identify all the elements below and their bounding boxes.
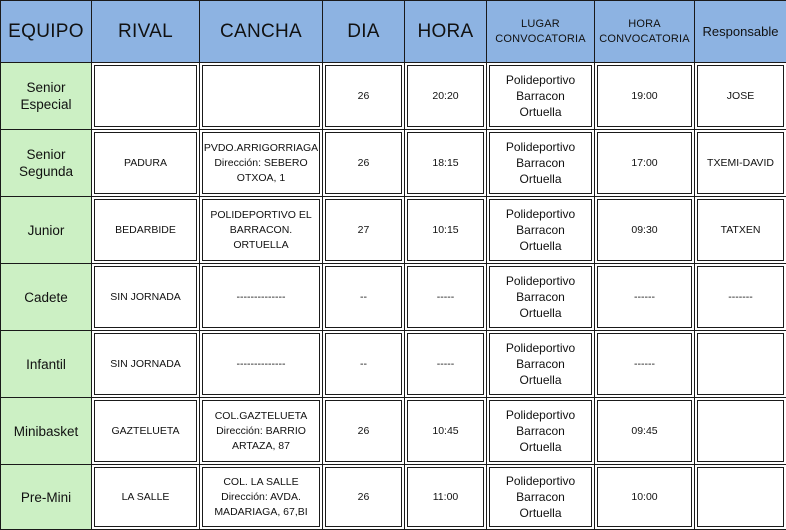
hora-value: -----	[407, 266, 484, 328]
hora-convocatoria-cell[interactable]	[595, 130, 695, 197]
hora-cell[interactable]	[405, 197, 487, 264]
lugar-cell[interactable]	[487, 63, 595, 130]
rival-value: GAZTELUETA	[94, 400, 197, 462]
dia-value: --	[325, 266, 402, 328]
cancha-cell[interactable]	[200, 465, 323, 530]
responsable-cell[interactable]	[695, 264, 786, 331]
team-cell[interactable]: Senior Segunda	[1, 130, 92, 197]
cancha-value	[202, 65, 320, 127]
lugar-value: Polideportivo Barracon Ortuella	[489, 65, 592, 127]
rival-cell[interactable]	[92, 63, 200, 130]
header-hora[interactable]: HORA	[405, 1, 487, 63]
table-row	[1, 197, 786, 264]
lugar-cell[interactable]	[487, 130, 595, 197]
team-cell[interactable]: Pre-Mini	[1, 465, 92, 530]
responsable-value	[697, 467, 784, 527]
hora-value: -----	[407, 333, 484, 395]
team-cell[interactable]: Cadete	[1, 264, 92, 331]
dia-cell[interactable]	[323, 331, 405, 398]
cancha-value: POLIDEPORTIVO EL BARRACON. ORTUELLA	[202, 199, 320, 261]
rival-value: LA SALLE	[94, 467, 197, 527]
lugar-cell[interactable]	[487, 197, 595, 264]
header-dia[interactable]: DIA	[323, 1, 405, 63]
responsable-value	[697, 400, 784, 462]
responsable-cell[interactable]	[695, 398, 786, 465]
header-lugar-convocatoria[interactable]: LUGAR CONVOCATORIA	[487, 1, 595, 63]
header-hora-convocatoria[interactable]: HORA CONVOCATORIA	[595, 1, 695, 63]
dia-value: --	[325, 333, 402, 395]
hora-convocatoria-cell[interactable]	[595, 398, 695, 465]
rival-cell[interactable]	[92, 398, 200, 465]
dia-cell[interactable]	[323, 130, 405, 197]
hora-value: 10:15	[407, 199, 484, 261]
responsable-cell[interactable]	[695, 63, 786, 130]
team-cell[interactable]: Senior Especial	[1, 63, 92, 130]
hora-convocatoria-cell[interactable]	[595, 264, 695, 331]
hora-cell[interactable]	[405, 130, 487, 197]
responsable-value: TXEMI-DAVID	[697, 132, 784, 194]
team-cell[interactable]: Minibasket	[1, 398, 92, 465]
lugar-value: Polideportivo Barracon Ortuella	[489, 132, 592, 194]
cancha-cell[interactable]	[200, 331, 323, 398]
dia-cell[interactable]	[323, 197, 405, 264]
responsable-value: JOSE	[697, 65, 784, 127]
rival-cell[interactable]	[92, 465, 200, 530]
rival-cell[interactable]	[92, 331, 200, 398]
table-row	[1, 331, 786, 398]
lugar-value: Polideportivo Barracon Ortuella	[489, 199, 592, 261]
cancha-value: PVDO.ARRIGORRIAGA Dirección: SEBERO OTXOA, 1	[202, 132, 320, 194]
cancha-cell[interactable]	[200, 264, 323, 331]
responsable-value	[697, 333, 784, 395]
header-responsable[interactable]: Responsable	[695, 1, 786, 63]
lugar-value: Polideportivo Barracon Ortuella	[489, 400, 592, 462]
rival-value	[94, 65, 197, 127]
cancha-value: COL.GAZTELUETA Dirección: BARRIO ARTAZA, 87	[202, 400, 320, 462]
lugar-cell[interactable]	[487, 331, 595, 398]
team-cell[interactable]: Junior	[1, 197, 92, 264]
hora-cell[interactable]	[405, 63, 487, 130]
hora-convocatoria-value: ------	[597, 333, 692, 395]
hora-convocatoria-value: 17:00	[597, 132, 692, 194]
rival-cell[interactable]	[92, 130, 200, 197]
hora-value: 20:20	[407, 65, 484, 127]
dia-cell[interactable]	[323, 465, 405, 530]
responsable-cell[interactable]	[695, 130, 786, 197]
hora-cell[interactable]	[405, 398, 487, 465]
header-rival[interactable]: RIVAL	[92, 1, 200, 63]
lugar-value: Polideportivo Barracon Ortuella	[489, 467, 592, 527]
rival-value: BEDARBIDE	[94, 199, 197, 261]
responsable-cell[interactable]	[695, 197, 786, 264]
cancha-cell[interactable]	[200, 197, 323, 264]
rival-cell[interactable]	[92, 264, 200, 331]
hora-convocatoria-cell[interactable]	[595, 331, 695, 398]
responsable-cell[interactable]	[695, 465, 786, 530]
header-equipo[interactable]: EQUIPO	[1, 1, 92, 63]
lugar-cell[interactable]	[487, 465, 595, 530]
hora-cell[interactable]	[405, 264, 487, 331]
dia-value: 26	[325, 65, 402, 127]
cancha-value: --------------	[202, 333, 320, 395]
hora-convocatoria-cell[interactable]	[595, 197, 695, 264]
table-row	[1, 130, 786, 197]
dia-value: 26	[325, 400, 402, 462]
hora-cell[interactable]	[405, 331, 487, 398]
hora-value: 18:15	[407, 132, 484, 194]
hora-convocatoria-cell[interactable]	[595, 465, 695, 530]
dia-value: 26	[325, 132, 402, 194]
lugar-value: Polideportivo Barracon Ortuella	[489, 333, 592, 395]
dia-value: 27	[325, 199, 402, 261]
cancha-cell[interactable]	[200, 130, 323, 197]
hora-cell[interactable]	[405, 465, 487, 530]
header-row	[1, 1, 786, 63]
hora-convocatoria-value: ------	[597, 266, 692, 328]
cancha-cell[interactable]	[200, 398, 323, 465]
dia-cell[interactable]	[323, 398, 405, 465]
rival-value: SIN JORNADA	[94, 266, 197, 328]
dia-cell[interactable]	[323, 264, 405, 331]
hora-convocatoria-value: 19:00	[597, 65, 692, 127]
team-cell[interactable]: Infantil	[1, 331, 92, 398]
responsable-value: TATXEN	[697, 199, 784, 261]
hora-convocatoria-value: 09:30	[597, 199, 692, 261]
cancha-value: --------------	[202, 266, 320, 328]
dia-cell[interactable]	[323, 63, 405, 130]
responsable-cell[interactable]	[695, 331, 786, 398]
responsable-value: -------	[697, 266, 784, 328]
rival-cell[interactable]	[92, 197, 200, 264]
lugar-cell[interactable]	[487, 398, 595, 465]
dia-value: 26	[325, 467, 402, 527]
hora-convocatoria-cell[interactable]	[595, 63, 695, 130]
hora-value: 11:00	[407, 467, 484, 527]
table-row	[1, 264, 786, 331]
table-row	[1, 465, 786, 530]
table-row	[1, 398, 786, 465]
cancha-cell[interactable]	[200, 63, 323, 130]
hora-convocatoria-value: 10:00	[597, 467, 692, 527]
hora-value: 10:45	[407, 400, 484, 462]
hora-convocatoria-value: 09:45	[597, 400, 692, 462]
lugar-cell[interactable]	[487, 264, 595, 331]
rival-value: PADURA	[94, 132, 197, 194]
table-row	[1, 63, 786, 130]
lugar-value: Polideportivo Barracon Ortuella	[489, 266, 592, 328]
cancha-value: COL. LA SALLE Dirección: AVDA. MADARIAGA, 67,BI	[202, 467, 320, 527]
rival-value: SIN JORNADA	[94, 333, 197, 395]
header-cancha[interactable]: CANCHA	[200, 1, 323, 63]
